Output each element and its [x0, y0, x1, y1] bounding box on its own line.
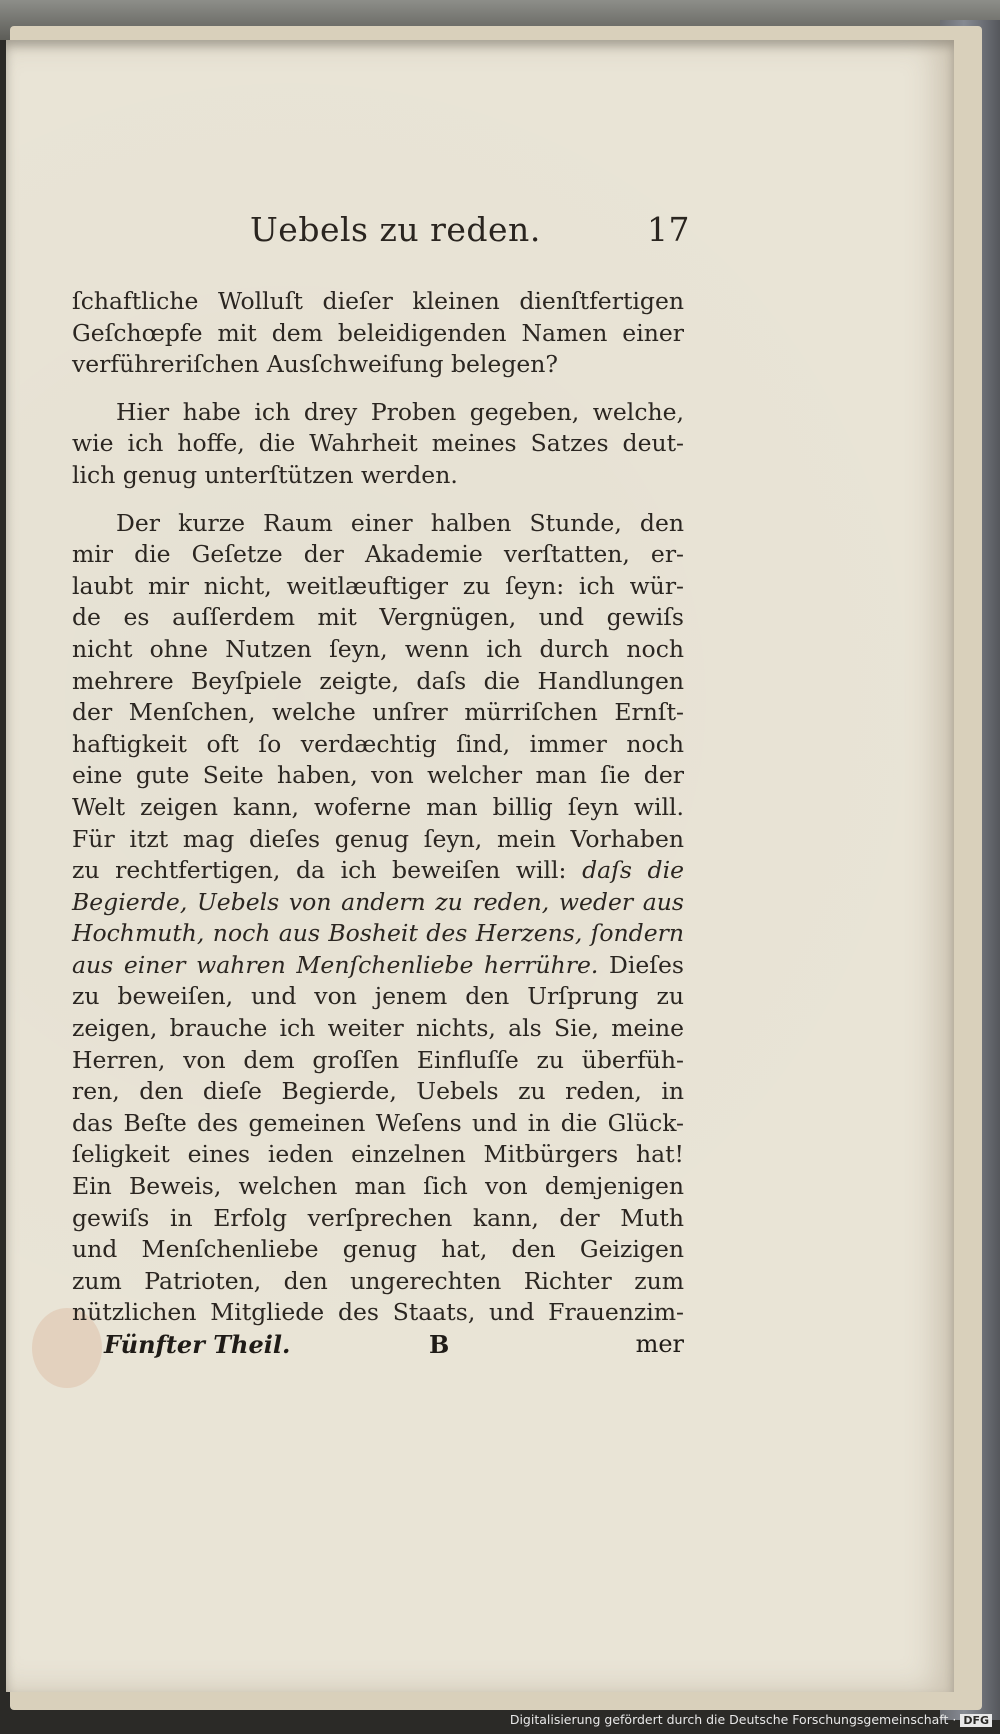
text-line: Herren, von dem groſſen Einfluſſe zu überfüh- — [72, 1045, 684, 1074]
text-line: mir die Geſetze der Akademie verſtatten, er- — [72, 540, 684, 569]
text-line: nützlichen Mitgliede des Staats, und Frauenzim- — [72, 1298, 684, 1327]
text-line: lich genug unterſtützen werden. — [72, 460, 458, 489]
italic-line: Begierde, Uebels von andern zu reden, weder aus — [72, 887, 684, 916]
text-line: zu beweiſen, und von jenem den Urſprung zu — [72, 982, 684, 1011]
catchword: mer — [635, 1330, 684, 1358]
text-line: zum Patrioten, den ungerechten Richter zum — [72, 1266, 684, 1295]
text-line: nicht ohne Nutzen ſeyn, wenn ich durch noch — [72, 634, 684, 663]
text-line: Für itzt mag dieſes genug ſeyn, mein Vorhaben — [72, 824, 684, 853]
text-line: der Menſchen, welche unſrer mürriſchen Ernſt- — [72, 698, 684, 727]
text-line: haftigkeit oft ſo verdæchtig ſind, immer noch — [72, 729, 684, 758]
text-line: Ein Beweis, welchen man ſich von demjenigen — [72, 1172, 684, 1201]
text-line: mehrere Beyſpiele zeigte, daſs die Handlungen — [72, 666, 684, 695]
body-text — [72, 286, 684, 1345]
text-line: ren, den dieſe Begierde, Uebels zu reden, in — [72, 1077, 684, 1106]
text-line: de es auſſerdem mit Vergnügen, und gewiſs — [72, 603, 684, 632]
digitization-credit — [510, 1712, 992, 1730]
paragraph — [72, 286, 684, 381]
text-line: Der kurze Raum einer halben Stunde, den — [116, 508, 684, 537]
text-line: zeigen, brauche ich weiter nichts, als Sie, meine — [72, 1014, 684, 1043]
signature-title: Fünfter Theil. — [104, 1330, 291, 1359]
running-title: Uebels zu reden. — [250, 210, 541, 249]
italic-line: Hochmuth, noch aus Bosheit des Herzens, ſondern — [72, 919, 684, 948]
paragraph — [72, 397, 684, 492]
page-number: 17 — [647, 210, 690, 249]
page-footer — [104, 1330, 684, 1360]
dfg-logo: DFG — [960, 1714, 992, 1727]
text-line: verführeriſchen Ausſchweifung belegen? — [72, 350, 559, 379]
credit-text: Digitalisierung gefördert durch die Deutsche Forschungsgemeinschaft · — [509, 1712, 957, 1727]
text-line: Welt zeigen kann, woferne man billig ſeyn will. — [72, 792, 684, 821]
text-line: ſchaftliche Wolluſt dieſer kleinen dienſtfertigen — [72, 287, 684, 315]
text-line: Hier habe ich drey Proben gegeben, welche, — [116, 397, 684, 426]
italic-run: daſs die — [582, 856, 684, 885]
text-run: zu rechtfertigen, da ich beweiſen will: — [72, 856, 567, 885]
text-line: das Beſte des gemeinen Weſens und in die Glück- — [72, 1108, 684, 1137]
signature-mark: B — [429, 1330, 450, 1359]
text-line: gewiſs in Erfolg verſprechen kann, der Muth — [72, 1203, 684, 1232]
text-line: eine gute Seite haben, von welcher man ſie der — [72, 761, 684, 790]
italic-run: aus einer wahren Menſchenliebe herrühre. — [72, 950, 599, 979]
text-line: laubt mir nicht, weitlæuftiger zu ſeyn: ich wür- — [72, 571, 684, 600]
text-line: ſeligkeit eines ieden einzelnen Mitbürgers hat! — [72, 1140, 684, 1169]
text-line: Geſchœpfe mit dem beleidigenden Namen einer — [72, 318, 684, 347]
text-run: Dieſes — [609, 950, 684, 979]
text-line: wie ich hoffe, die Wahrheit meines Satzes deut- — [72, 429, 684, 458]
text-line-mixed — [72, 855, 684, 887]
text-line: und Menſchenliebe genug hat, den Geizigen — [72, 1235, 684, 1264]
paragraph — [72, 508, 684, 1329]
running-head — [250, 210, 690, 249]
text-line-mixed — [72, 950, 684, 982]
